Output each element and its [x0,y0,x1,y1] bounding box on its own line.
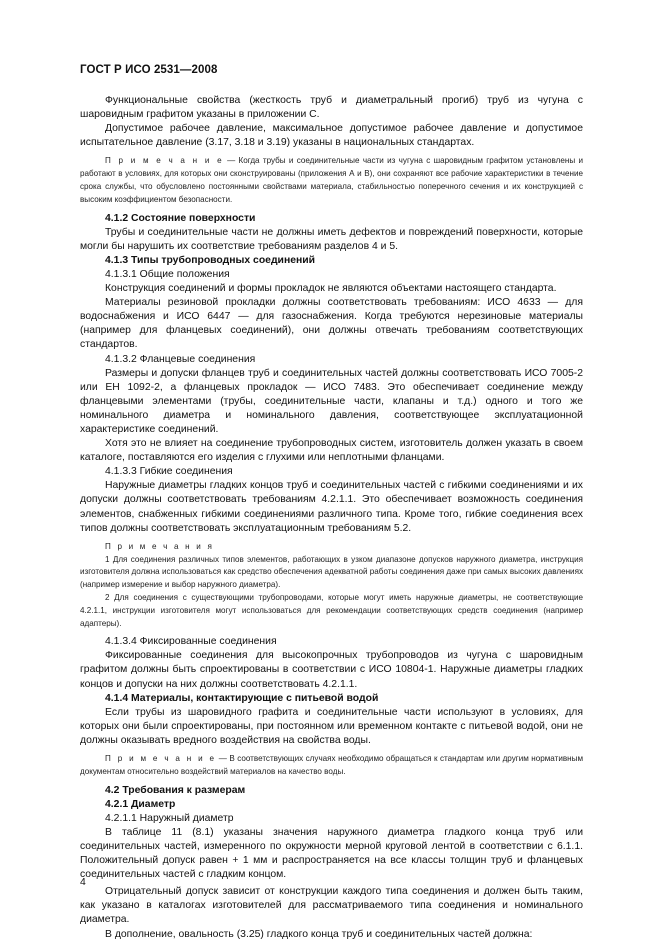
paragraph: Конструкция соединений и формы прокладок не являются объектами настоящего стандарта. [105,283,557,295]
subsection-heading: 4.1.3.2 Фланцевые соединения [105,353,256,365]
note [80,155,583,206]
paragraph: В дополнение, овальность (3.25) гладкого конца труб и соединительных частей должна: [105,928,533,940]
section-heading: 4.1.2 Состояние поверхности [105,212,256,224]
paragraph: Отрицательный допуск зависит от конструкции каждого типа соединения и должен быть таким, как указано в каталогах изготовителей для рассматриваемого типа соединения и номинального диаметра. [80,886,583,926]
note-label: П р и м е ч а н и е [105,156,224,166]
section-heading: 4.1.4 Материалы, контактирующие с питьевой водой [105,692,379,704]
notes-label: П р и м е ч а н и я [105,541,215,551]
paragraph: Размеры и допуски фланцев труб и соединительных частей должны соответствовать ИСО 7005-2 или ЕН 1092-2, а фланцевых прокладок — ИСО 7483. Это обеспечивает соединение между фланцевыми элементами (трубы, соединительные части, клапаны и т.д.) одного и того же номинального диаметра и номинального давления, соответствующее эксплуатационной характеристике соединений. [80,367,583,435]
document-body [80,94,583,942]
paragraph: Материалы резиновой прокладки должны соответствовать требованиям: ИСО 4633 — для водоснабжения и ИСО 6447 — для газоснабжения. Когда требуются нерезиновые материалы (например для фланцевых соединений), они должны отвечать требованиям соответствующих стандартов. [80,297,583,351]
paragraph: Наружные диаметры гладких концов труб и соединительных частей с гибкими соединениями и их допуски должны соответствовать требованиям 4.2.1.1. Это обеспечивает возможность соединения элементов, снабженных гибкими соединениями различного типа. Кроме того, гибкие соединения всех типов должны соответствовать эксплуатационным требованиям 5.2. [80,480,583,534]
paragraph: Если трубы из шаровидного графита и соединительные части используют в условиях, для которых они были спроектированы, при постоянном или временном контакте с питьевой водой, они не должны оказывать вредного воздействия на свойства воды. [80,706,583,746]
note-text: — В соответствующих случаях необходимо обращаться к стандартам или другим нормативным документам относительно воздействий материалов на качество воды. [80,754,584,776]
paragraph: Допустимое рабочее давление, максимальное допустимое рабочее давление и допустимое испытательное давление (3.17, 3.18 и 3.19) указаны в национальных стандартах. [80,123,583,149]
paragraph: Функциональные свойства (жесткость труб и диаметральный прогиб) труб из чугуна с шаровидным графитом указаны в приложении С. [80,95,583,121]
paragraph: Хотя это не влияет на соединение трубопроводных систем, изготовитель должен указать в своем каталоге, поставляются его изделия с глухими или неплотными фланцами. [80,438,583,464]
note-text: — Когда трубы и соединительные части из чугуна с шаровидным графитом установлены и работают в условиях, для которых они сконструированы (приложения А и В), они сохраняют все рабочие характеристики в течение срока службы, что обусловлено постоянными свойствами материала, стабильностью поперечного сечения и их конструкцией с высоким коэффициентом безопасности. [80,156,583,204]
paragraph: В таблице 11 (8.1) указаны значения наружного диаметра гладкого конца труб или соединительных частей, измеренного по окружности мерной круговой лентой в соответствии с 6.1.1. Положительный допуск равен + 1 мм и распространяется на все классы толщин труб и фланцевых соединительных частей с гладким концом. [80,826,583,881]
subsection-heading: 4.2.1.1 Наружный диаметр [105,812,234,824]
note [80,753,583,779]
paragraph: Трубы и соединительные части не должны иметь дефектов и повреждений поверхности, которые могли бы нарушить их соответствие требованиям разделов 4 и 5. [80,226,583,252]
section-heading: 4.1.3 Типы трубопроводных соединений [105,254,316,266]
note: 2 Для соединения с существующими трубопроводами, которые могут иметь наружные диаметры, не соответствующие 4.2.1.1, инструкции изготовителя могут использоваться для рекомендации соответствующих средств соединения (например адаптеры). [80,592,583,628]
page-header: ГОСТ Р ИСО 2531—2008 [80,64,218,76]
subsection-heading: 4.1.3.4 Фиксированные соединения [105,636,277,648]
page-number: 4 [80,877,86,888]
paragraph: Фиксированные соединения для высокопрочных трубопроводов из чугуна с шаровидным графитом должны быть спроектированы в соответствии с ИСО 10804-1. Наружные диаметры гладких концов и допуски на них должны соответствовать 4.2.1.1. [80,650,583,690]
subsection-heading: 4.1.3.1 Общие положения [105,268,230,280]
section-heading: 4.2 Требования к размерам [105,784,246,796]
note: 1 Для соединения различных типов элементов, работающих в узком диапазоне допусков наружного диаметра, инструкция изготовителя должна использоваться как средство обеспечения адекватной работы соединения даже при самых высоких давлениях (например измерение и выбор наружного диаметра). [80,554,583,590]
subsection-heading: 4.1.3.3 Гибкие соединения [105,466,233,478]
note-label: П р и м е ч а н и е [105,754,217,764]
section-heading: 4.2.1 Диаметр [105,798,176,810]
